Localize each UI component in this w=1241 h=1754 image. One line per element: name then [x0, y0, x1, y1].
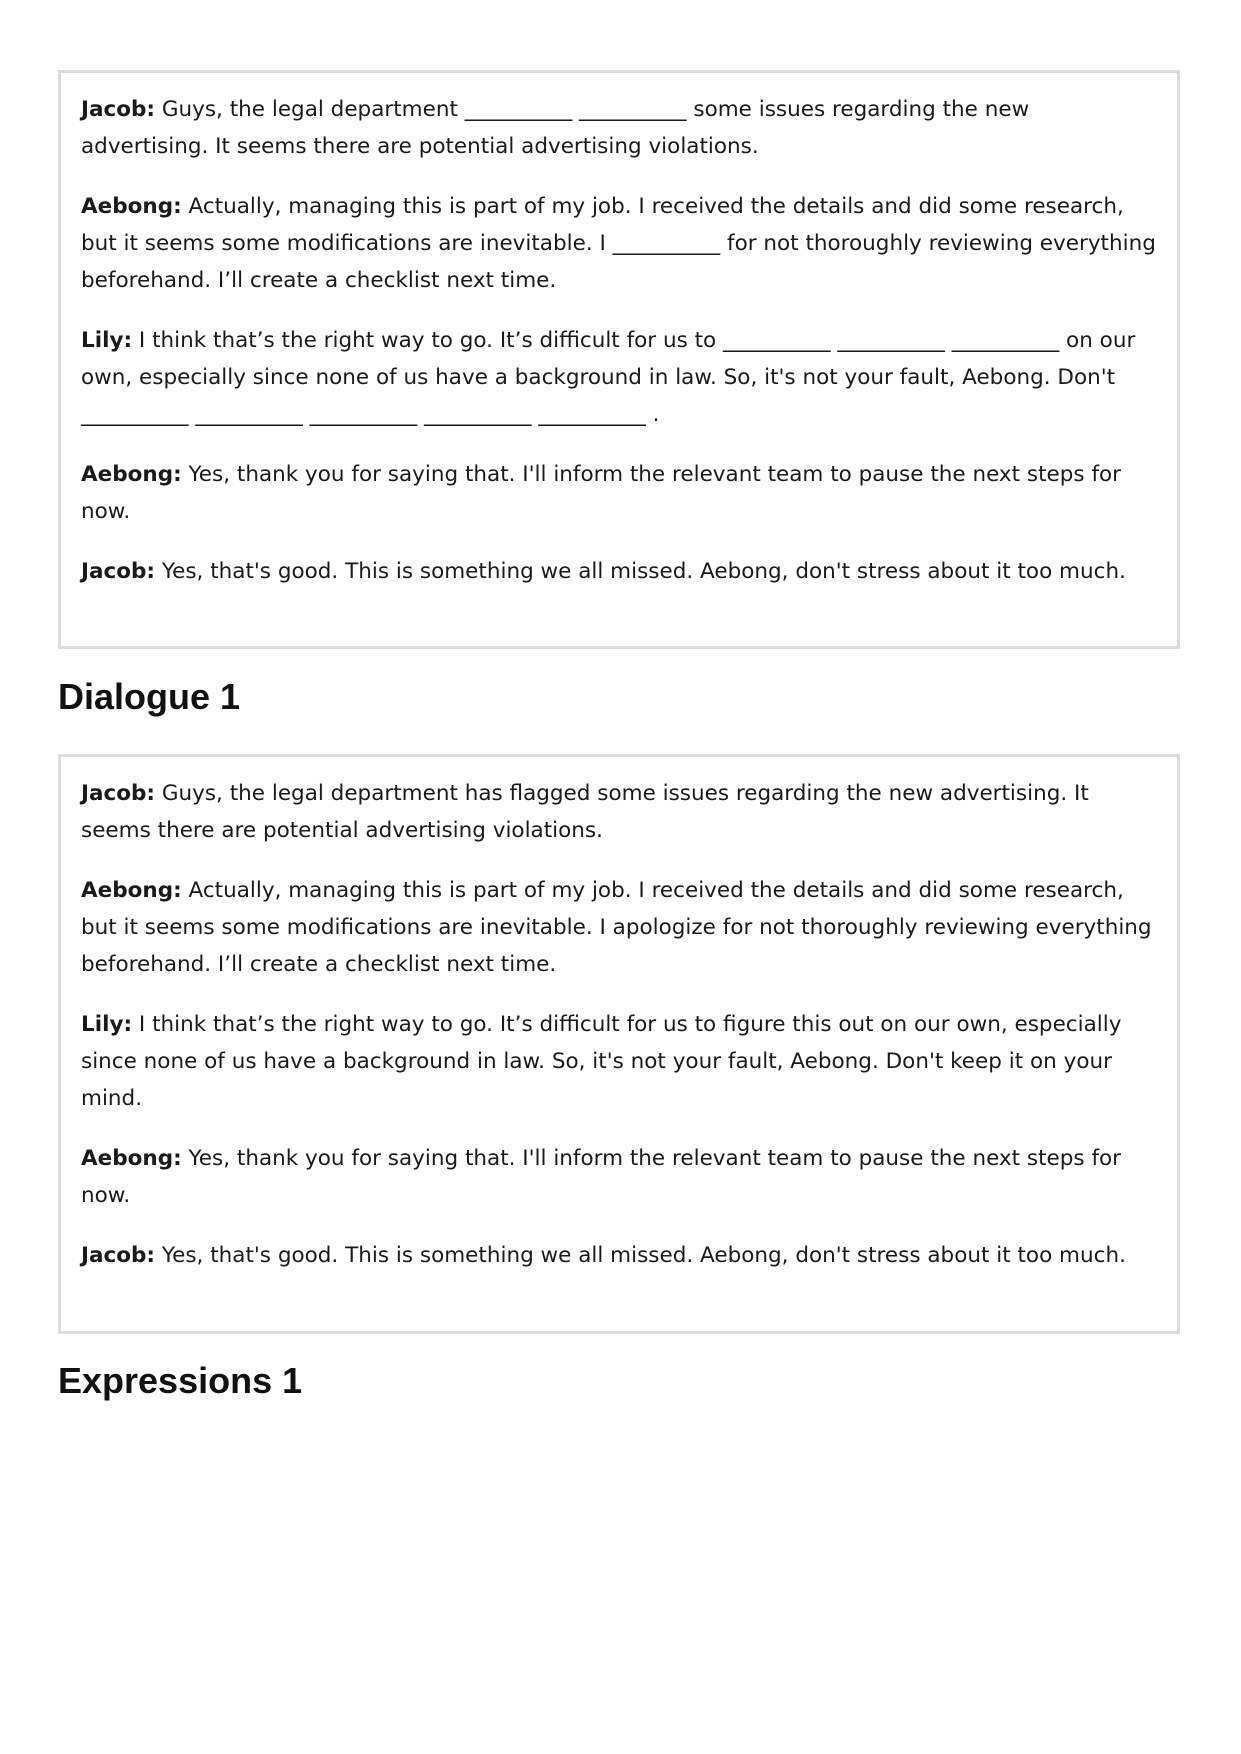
line-text: Yes, that's good. This is something we all missed. Aebong, don't stress about it too much.: [155, 559, 1126, 584]
dialogue-line: [81, 456, 1157, 530]
dialogue-line: [81, 1237, 1157, 1274]
line-text: Yes, thank you for saying that. I'll inform the relevant team to pause the next steps for now.: [81, 462, 1122, 524]
dialogue-line: [81, 1140, 1157, 1214]
dialogue-line: [81, 872, 1157, 983]
speaker: Lily:: [81, 328, 133, 353]
exercise-box: [58, 70, 1180, 649]
line-text: I think that’s the right way to go. It’s difficult for us to figure this out on our own, especially since none of us have a background in law. So, it's not your fault, Aebong. Don't keep it on your mind.: [81, 1012, 1122, 1111]
dialogue-line: [81, 553, 1157, 590]
line-text: Actually, managing this is part of my job. I received the details and did some research, but it seems some modifications are inevitable. I apologize for not thoroughly reviewing everything beforehand. I’ll create a checklist next time.: [81, 878, 1152, 977]
dialogue-box: [58, 754, 1180, 1334]
dialogue-line: [81, 1006, 1157, 1117]
dialogue-line: [81, 775, 1157, 849]
expressions-heading: Expressions 1: [58, 1360, 303, 1401]
line-text: Actually, managing this is part of my job. I received the details and did some research, but it seems some modifications are inevitable. I __________ for not thoroughly reviewing everything beforehand. I’ll create a checklist next time.: [81, 194, 1156, 293]
line-text: Guys, the legal department has flagged some issues regarding the new advertising. It seems there are potential advertising violations.: [81, 781, 1089, 843]
speaker: Jacob:: [81, 97, 156, 122]
dialogue-line: [81, 188, 1157, 299]
speaker: Aebong:: [81, 194, 182, 219]
line-text: Guys, the legal department __________ __________ some issues regarding the new advertising. It seems there are potential advertising violations.: [81, 97, 1030, 159]
line-text: I think that’s the right way to go. It’s difficult for us to __________ __________ __________ on our own, especially since none of us have a background in law. So, it's not your fault, Aebong. Don't __________ __________ __________ __________ __________ .: [81, 328, 1136, 427]
speaker: Aebong:: [81, 878, 182, 903]
dialogue-heading: Dialogue 1: [58, 676, 241, 717]
speaker: Aebong:: [81, 462, 182, 487]
speaker: Lily:: [81, 1012, 133, 1037]
dialogue-line: [81, 91, 1157, 165]
speaker: Aebong:: [81, 1146, 182, 1171]
dialogue-line: [81, 322, 1157, 433]
speaker: Jacob:: [81, 781, 156, 806]
line-text: Yes, thank you for saying that. I'll inform the relevant team to pause the next steps for now.: [81, 1146, 1122, 1208]
speaker: Jacob:: [81, 1243, 156, 1268]
line-text: Yes, that's good. This is something we all missed. Aebong, don't stress about it too much.: [155, 1243, 1126, 1268]
speaker: Jacob:: [81, 559, 156, 584]
